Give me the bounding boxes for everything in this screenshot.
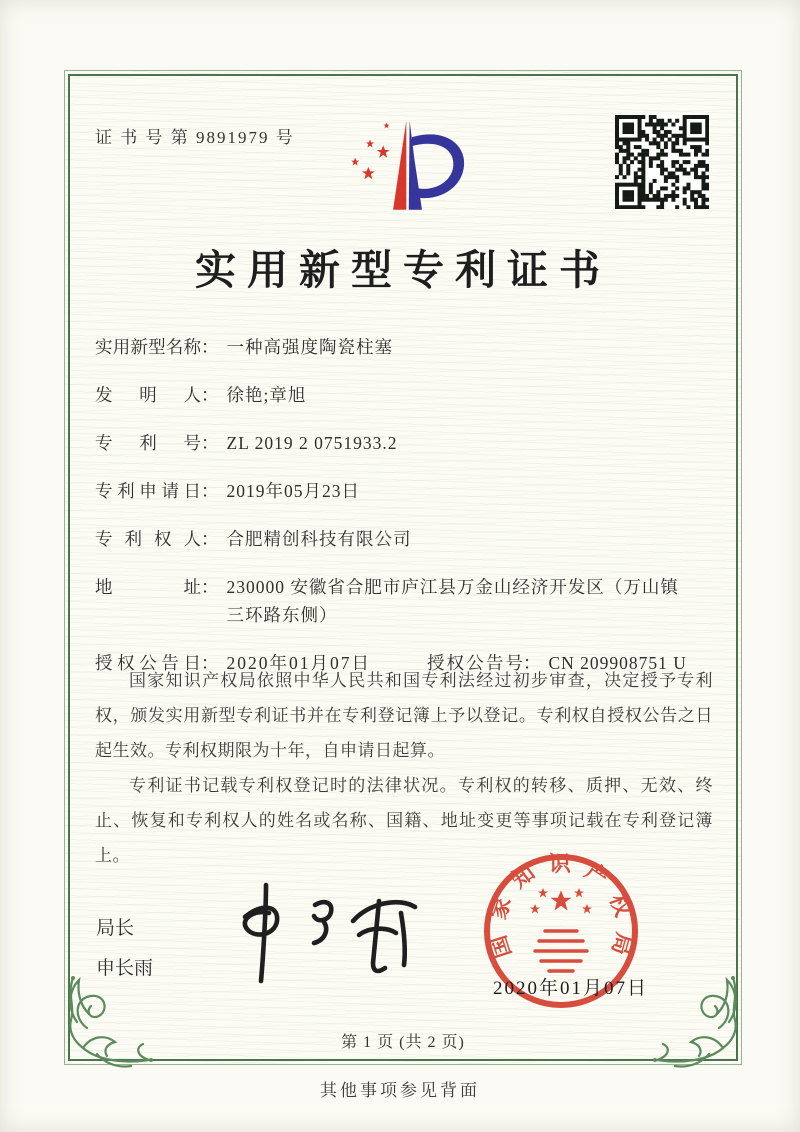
certificate-frame (64, 70, 742, 1065)
colon: ： (201, 433, 219, 453)
field-address (95, 573, 711, 629)
field-inventor (95, 381, 711, 409)
back-side-note: 其他事项参见背面 (320, 1081, 480, 1100)
handwritten-signature-icon (211, 877, 427, 985)
cnipa-logo-icon (337, 105, 469, 227)
page-number: 第 1 页 (共 2 页) (341, 1034, 465, 1051)
field-label: 授权公告日 (95, 653, 201, 673)
colon: ： (201, 385, 219, 405)
colon: ： (201, 481, 219, 501)
svg-text:国家知识产权局 (485, 851, 637, 961)
field-label: 专利权人 (95, 529, 201, 549)
director-name: 申长雨 (96, 958, 154, 979)
seal-ring-text: 国家知识产权局 (485, 850, 638, 962)
field-filing-date (95, 477, 711, 505)
field-label: 实用新型名称 (95, 337, 201, 357)
field-value: 2019年05月23日 (226, 481, 360, 501)
legal-paragraph-1: 国家知识产权局依照中华人民共和国专利法经过初步审查，决定授予专利权，颁发实用新型专利证书并在专利登记簿上予以登记。专利权自授权公告之日起生效。专利权期限为十年，自申请日起算。 (95, 671, 713, 760)
legal-text (95, 663, 713, 873)
seal-date: 2020年01月07日 (493, 978, 649, 999)
field-label: 发明人 (95, 385, 201, 405)
certificate-title: 实用新型专利证书 (195, 247, 611, 293)
field-value: 2020年01月07日 (226, 653, 371, 673)
director-title: 局长 (96, 918, 135, 939)
colon: ： (201, 337, 219, 357)
field-value: ZL 2019 2 0751933.2 (226, 433, 398, 453)
field-label: 地址 (95, 577, 201, 597)
field-value: 230000 安徽省合肥市庐江县万金山经济开发区（万山镇三环路东侧） (226, 577, 679, 625)
colon: ： (523, 653, 541, 673)
national-emblem (530, 888, 592, 971)
field-value: 合肥精创科技有限公司 (226, 529, 412, 549)
field-label: 授权公告号 (427, 653, 523, 673)
field-value: 徐艳;章旭 (226, 385, 307, 405)
colon: ： (201, 653, 219, 673)
field-patentee (95, 525, 711, 553)
colon: ： (201, 577, 219, 597)
field-value: 一种高强度陶瓷柱塞 (226, 337, 393, 357)
field-label: 专利申请日 (95, 481, 201, 501)
certificate-number: 证 书 号 第 9891979 号 (95, 128, 295, 147)
field-list (95, 333, 711, 677)
field-value: CN 209908751 U (548, 653, 687, 673)
signature-block (96, 913, 153, 993)
floral-corner-ornament-right (635, 972, 753, 1076)
field-label: 专利号 (95, 433, 201, 453)
legal-paragraph-2: 专利证书记载专利权登记时的法律状况。专利权的转移、质押、无效、终止、恢复和专利权人的姓名或名称、国籍、地址变更等事项记载在专利登记簿上。 (95, 776, 713, 865)
qr-code-icon (615, 115, 709, 209)
field-patent-number (95, 429, 711, 457)
colon: ： (201, 529, 219, 549)
field-utility-model-name (95, 333, 711, 361)
